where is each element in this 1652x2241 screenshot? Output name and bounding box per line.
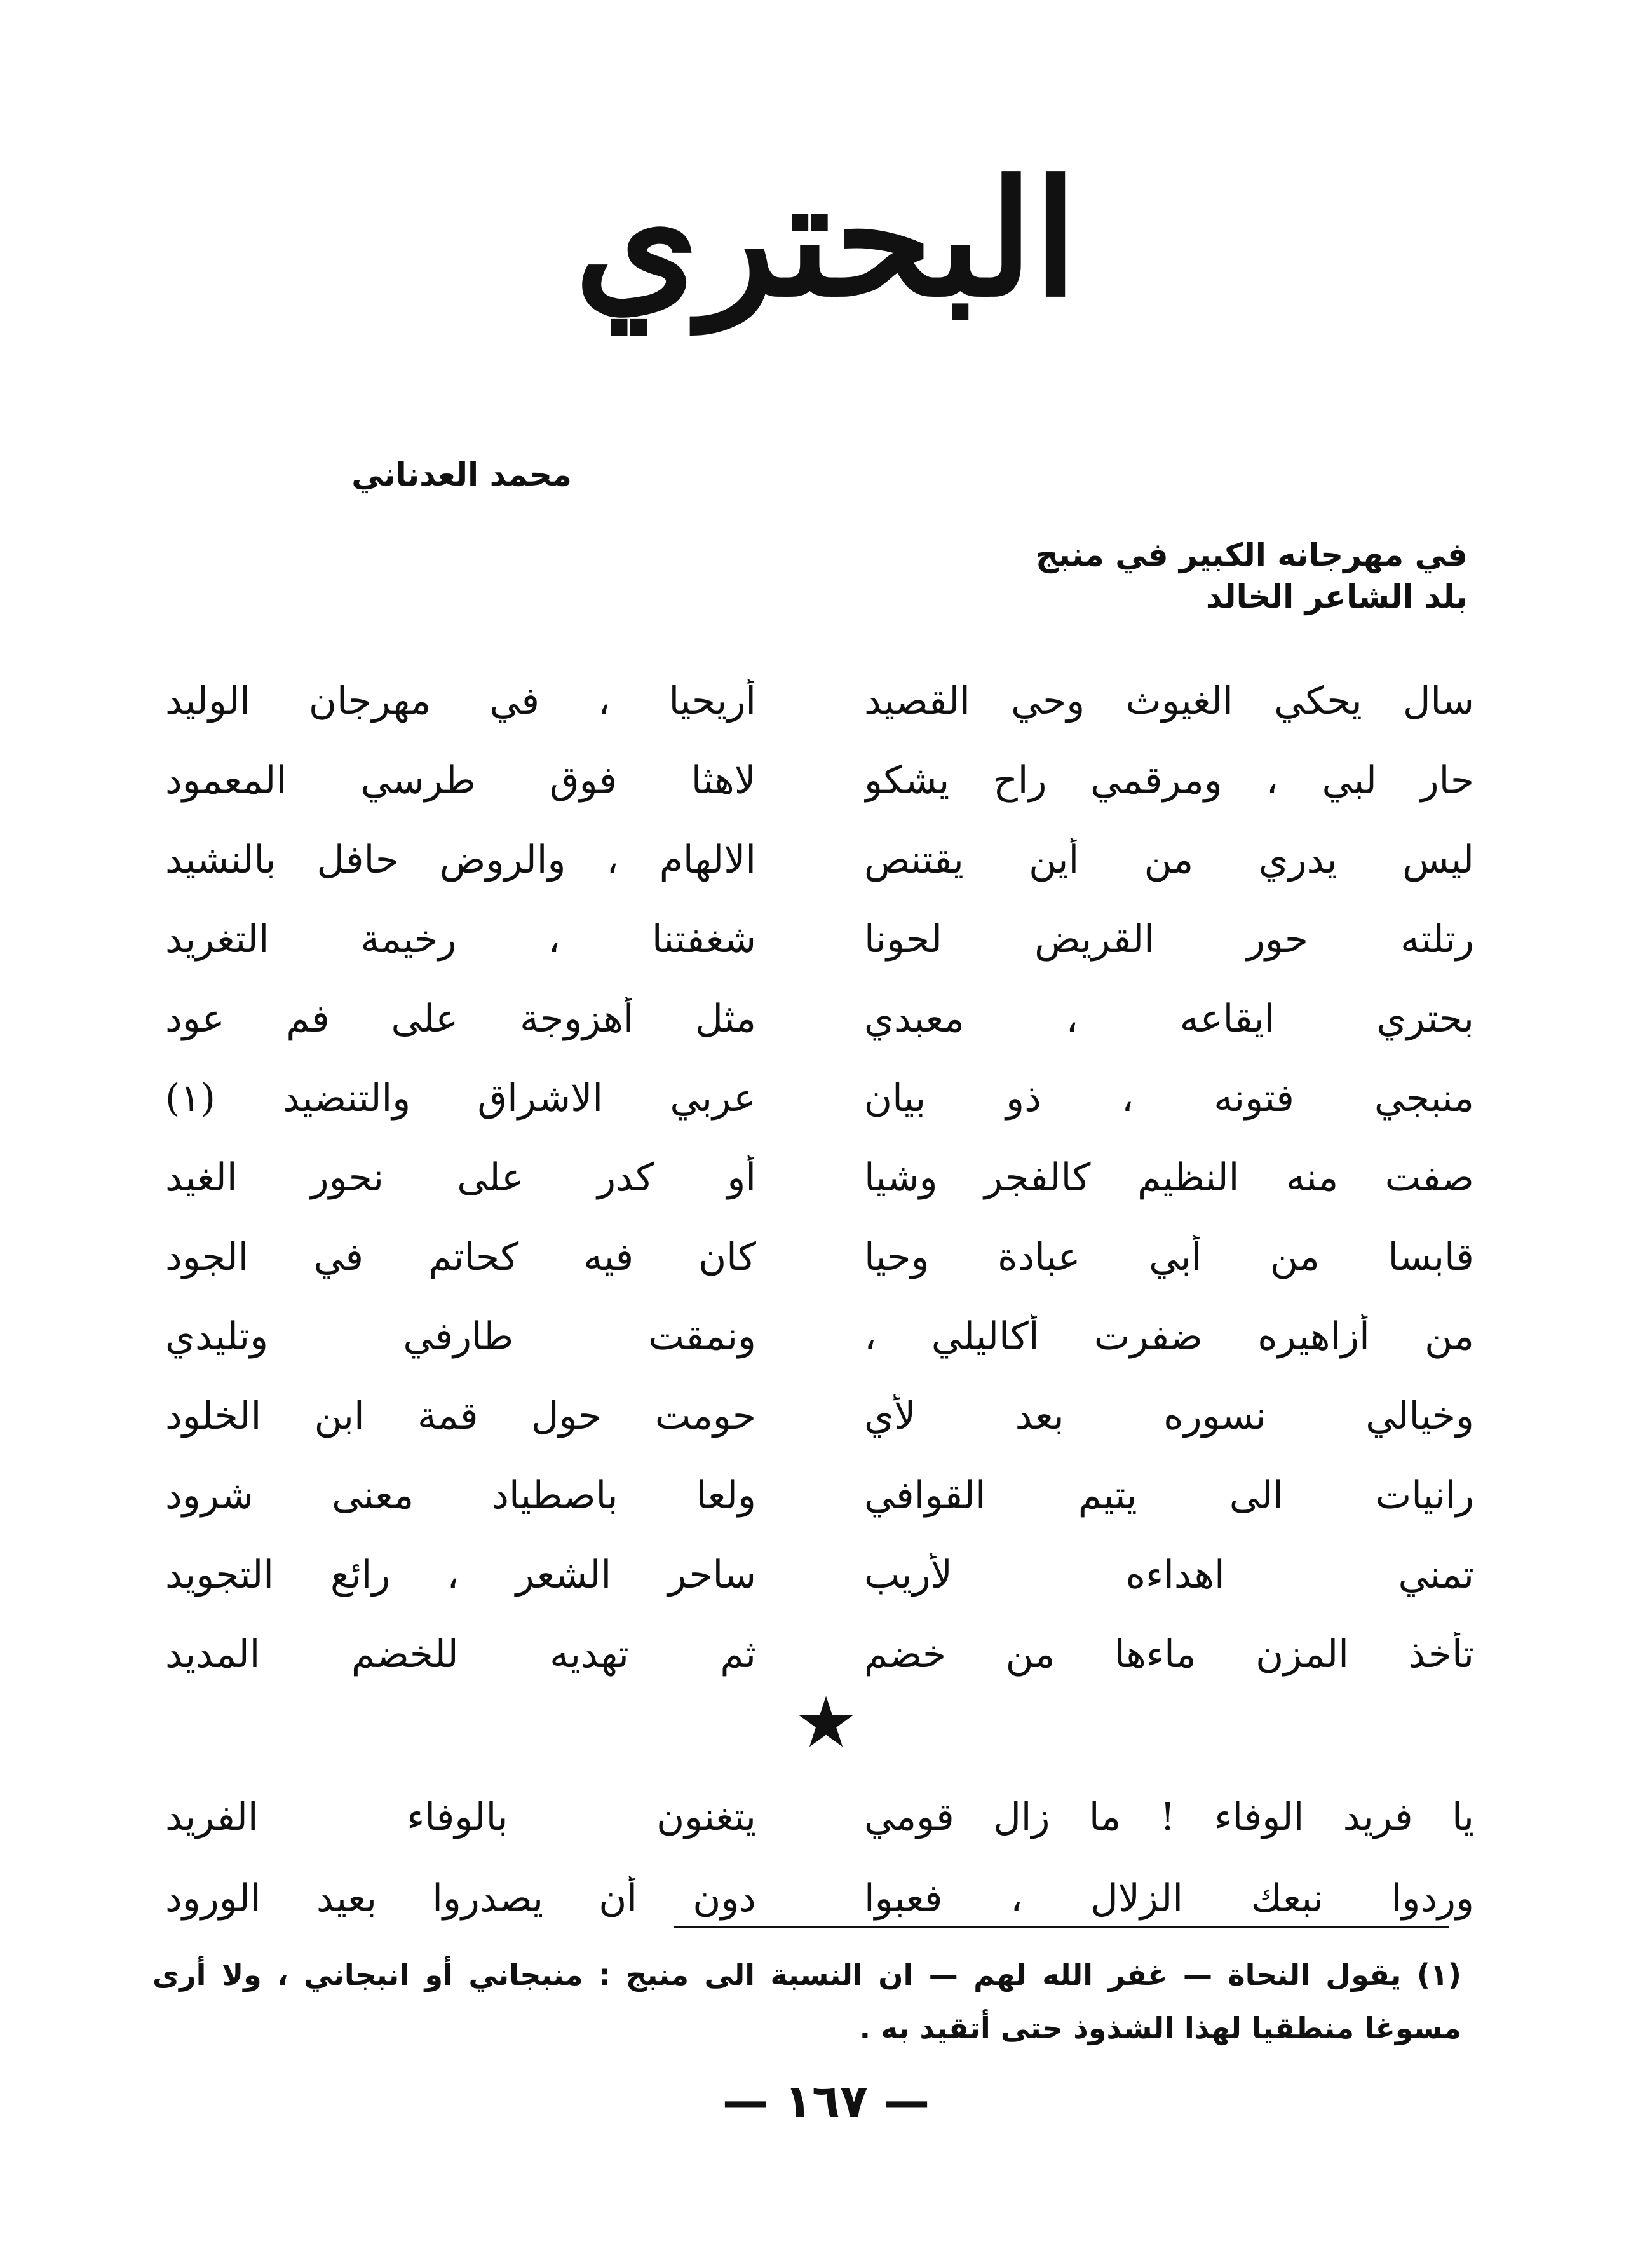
verse-first-hemistich: رتلته حور القريض لحونا: [864, 916, 1474, 962]
verse-second-hemistich: دون أن يصدروا بعيد الورود: [165, 1876, 756, 1921]
verse-first-hemistich: تمني اهداءه لأريب: [864, 1552, 1474, 1597]
verse-first-hemistich: بحتري ايقاعه ، معبدي: [864, 996, 1474, 1041]
closing-verses: [165, 1776, 1474, 1939]
verse: [165, 740, 1474, 820]
dedication: [1036, 534, 1468, 618]
verse-first-hemistich: وخيالي نسوره بعد لأي: [864, 1393, 1474, 1438]
verse: [165, 1058, 1474, 1138]
verse-second-hemistich: حومت حول قمة ابن الخلود: [165, 1393, 756, 1438]
verse-first-hemistich: سال يحكي الغيوث وحي القصيد: [864, 678, 1474, 723]
verse-second-hemistich: يتغنون بالوفاء الفريد: [165, 1795, 756, 1839]
verse: [165, 661, 1474, 740]
verse-first-hemistich: منبجي فتونه ، ذو بيان: [864, 1075, 1474, 1120]
footnote: (١) يقول النحاة — غفر الله لهم — ان النسبة الى منبج : منبجاني أو انبجاني ، ولا أرى مسوغا منطقيا لهذا الشذوذ حتى أتقيد به .: [152, 1958, 1461, 2045]
verse-second-hemistich: شغفتنا ، رخيمة التغريد: [165, 916, 756, 962]
footnote-divider: [674, 1926, 1449, 1928]
verse: [165, 1455, 1474, 1535]
verse-second-hemistich: الالهام ، والروض حافل بالنشيد: [165, 837, 756, 882]
verse-second-hemistich: ساحر الشعر ، رائع التجويد: [165, 1552, 756, 1597]
verse-second-hemistich: أو كدر على نحور الغيد: [165, 1155, 756, 1200]
star-icon: ★: [794, 1682, 858, 1763]
verse: [165, 1297, 1474, 1376]
verse-second-hemistich: أريحيا ، في مهرجان الوليد: [165, 678, 756, 723]
page-number: — ١٦٧ —: [722, 2074, 930, 2128]
verse-second-hemistich: ثم تهديه للخضم المديد: [165, 1631, 756, 1677]
verse-first-hemistich: وردوا نبعك الزلال ، فعبوا: [864, 1876, 1474, 1921]
verse-first-hemistich: صفت منه النظيم كالفجر وشيا: [864, 1155, 1474, 1200]
verse-first-hemistich: رانيات الى يتيم القوافي: [864, 1473, 1474, 1518]
verse: [165, 1217, 1474, 1297]
verse-first-hemistich: حار لبي ، ومرقمي راح يشكو: [864, 758, 1474, 803]
verse-first-hemistich: يا فريد الوفاء ! ما زال قومي: [864, 1795, 1474, 1839]
verse: [165, 820, 1474, 899]
verse-first-hemistich: تأخذ المزن ماءها من خضم: [864, 1631, 1474, 1677]
verse: [165, 1376, 1474, 1455]
verse-second-hemistich: عربي الاشراق والتنضيد (١): [165, 1075, 756, 1120]
author-name: محمد العدناني: [351, 456, 572, 493]
verse: [165, 1138, 1474, 1217]
verse-first-hemistich: من أزاهيره ضفرت أكاليلي ،: [864, 1314, 1474, 1359]
verse: [165, 1776, 1474, 1858]
verse-second-hemistich: لاهثا فوق طرسي المعمود: [165, 758, 756, 803]
verse-second-hemistich: مثل أهزوجة على فم عود: [165, 996, 756, 1041]
poem-body: [165, 661, 1474, 1694]
verse: [165, 979, 1474, 1058]
verse-second-hemistich: ولعا باصطياد معنى شرود: [165, 1473, 756, 1518]
verse-first-hemistich: ليس يدري من أين يقتنص: [864, 837, 1474, 882]
poem-title: البحتري: [574, 145, 1078, 332]
verse-first-hemistich: قابسا من أبي عبادة وحيا: [864, 1234, 1474, 1279]
verse: [165, 1535, 1474, 1614]
dedication-line: بلد الشاعر الخالد: [1205, 578, 1468, 615]
verse-second-hemistich: كان فيه كحاتم في الجود: [165, 1234, 756, 1279]
verse-second-hemistich: ونمقت طارفي وتليدي: [165, 1314, 756, 1359]
verse: [165, 899, 1474, 979]
dedication-line: في مهرجانه الكبير في منبج: [1036, 536, 1468, 573]
